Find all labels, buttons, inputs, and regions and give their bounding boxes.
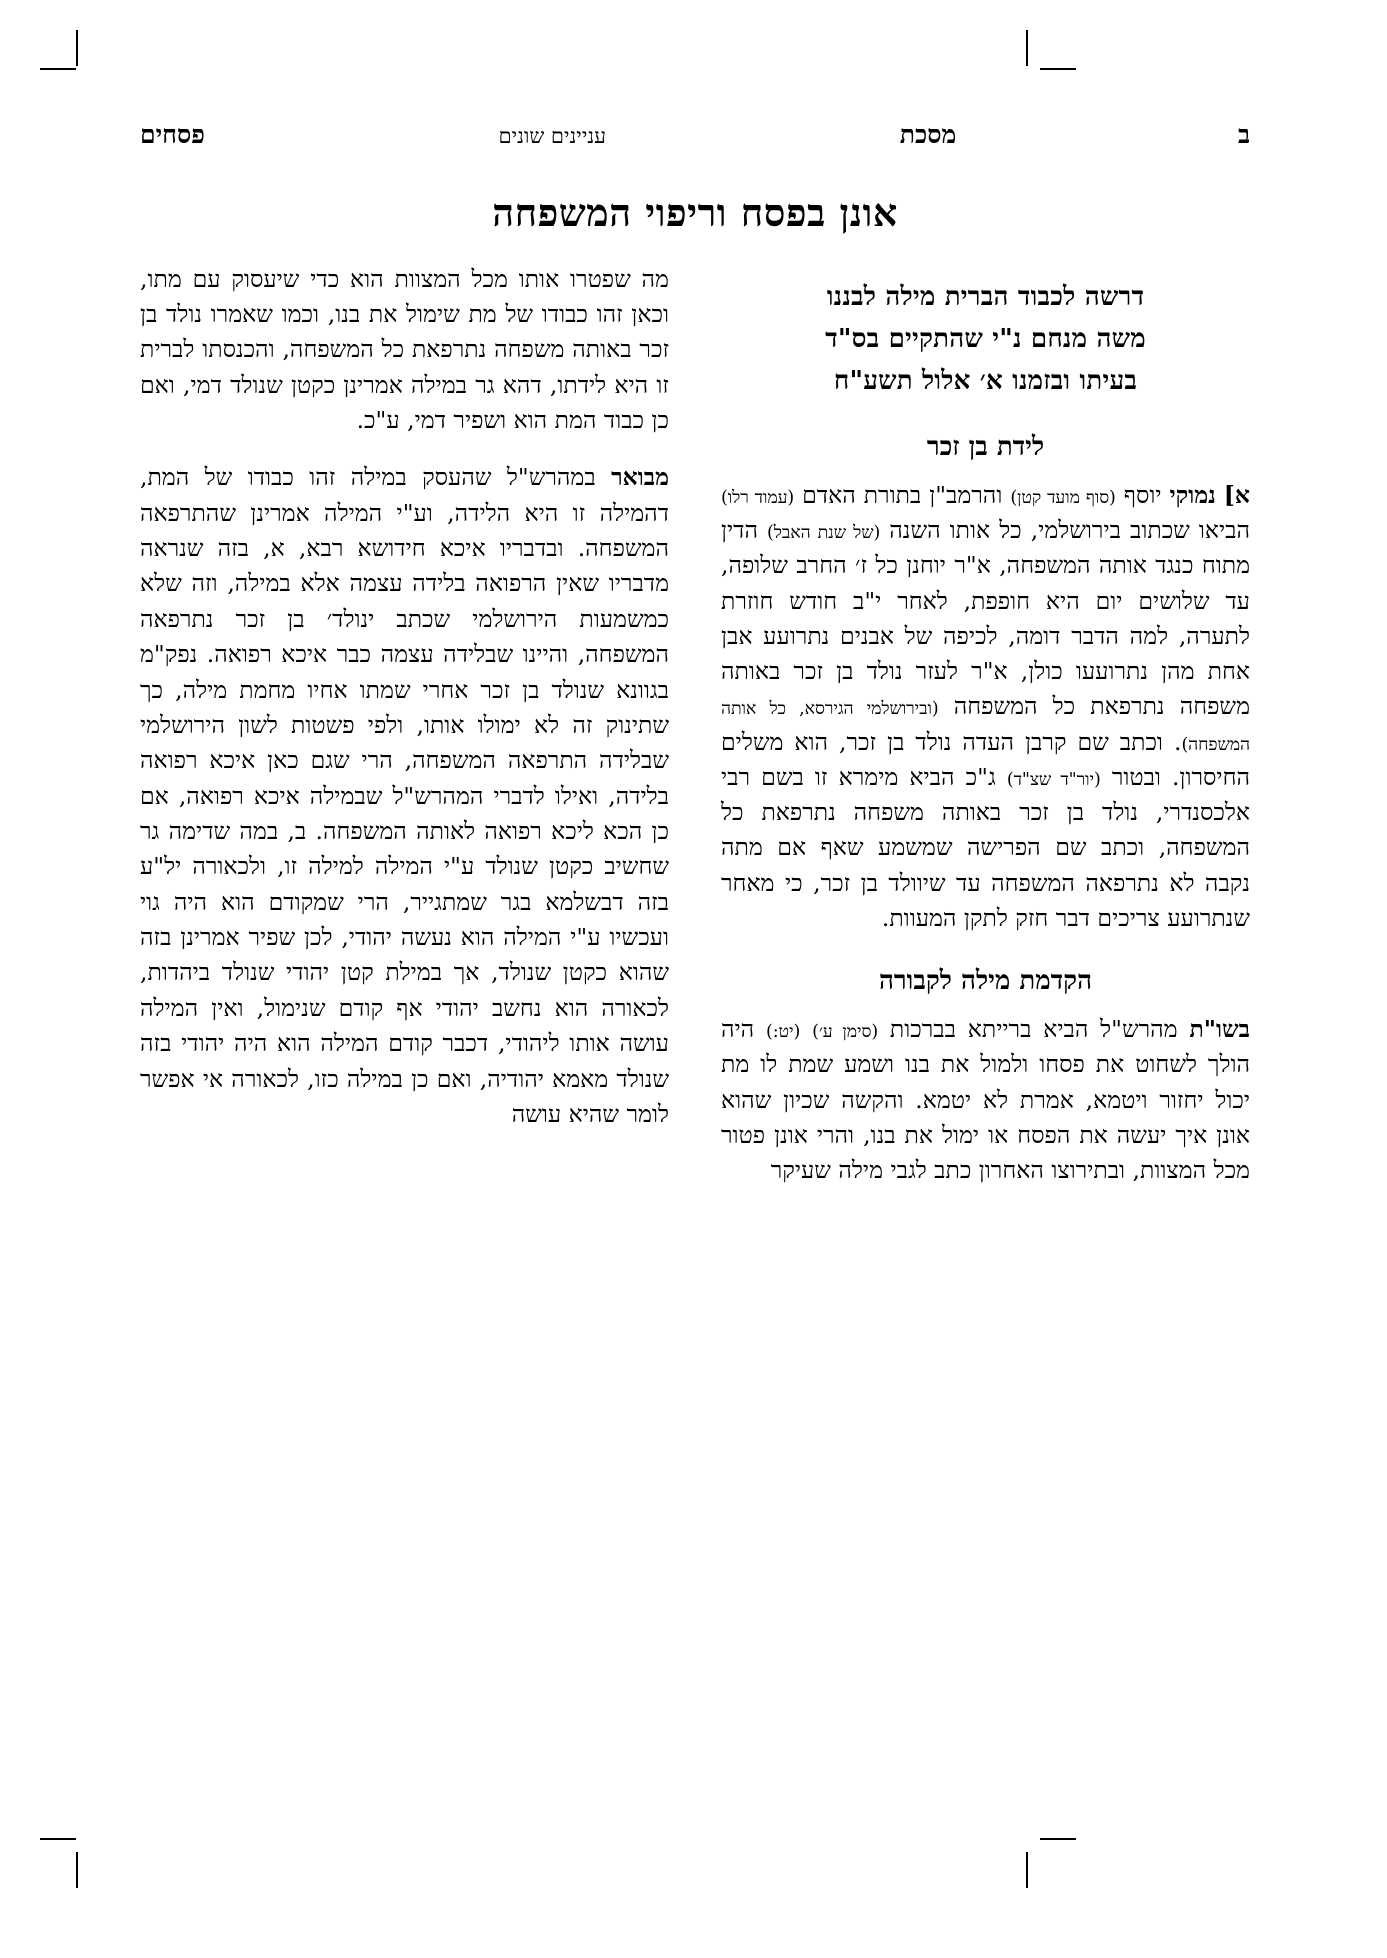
citation-4: (ובירושלמי הגירסא, כל אותה המשפחה) <box>721 699 1250 755</box>
folio-marker: ב <box>1237 120 1250 149</box>
p1-text-6: ג"כ הביא מימרא זו בשם רבי אלכסנדרי, נולד בן זכר באותה משפחה נתרפאת כל המשפחה, וכתב שם הפרישה שמשמע שאף אם מתה נקבה לא נתרפאה המשפחה עד שיוולד בן זכר, כי מאחר שנתרועע צריכים דבר חזק לתקן המעוות. <box>721 762 1250 932</box>
dedication-line-3: בעיתו ובזמנו א׳ אלול תשע"ח <box>833 365 1138 396</box>
page-title: אונן בפסח וריפוי המשפחה <box>492 190 898 235</box>
crop-mark-bottom-right-horizontal <box>1040 1838 1076 1840</box>
p1-text-2: והרמב"ן בתורת האדם <box>794 480 1011 509</box>
p1-text-4: הדין מתוח כנגד אותה המשפחה, א"ר יוחנן כל ז׳ החרב שלופה, עד שלושים יום היא חופפת, לאחר י"ב חודש חוזרת לתערה, למה הדבר דומה, לכיפה של אבנים נתרועע אבן אחת מהן נתרועעו כולן, א"ר לעזר נולד בן זכר באותה משפחה נתרפאת כל המשפחה <box>721 516 1250 721</box>
citation-1: (סוף מועד קטן) <box>1010 487 1116 508</box>
masechet-label: מסכת <box>899 120 957 149</box>
section-heading-circumcision-before-burial: הקדמת מילה לקבורה <box>878 966 1093 997</box>
paragraph-marker-alef: א] <box>1223 480 1250 509</box>
citation-5: (יור"ד שצ"ד) <box>1006 769 1101 790</box>
citation-3: (של שנת האבל) <box>767 523 881 544</box>
crop-mark-bottom-left-vertical <box>76 1852 78 1888</box>
crop-mark-bottom-left-horizontal <box>40 1838 76 1840</box>
dedication-line-1: דרשה לכבוד הברית מילה לבננו <box>826 281 1145 312</box>
p2-text-2: היה הולך לשחוט את פסחו ולמול את בנו ושמע שמת לו מת יכול יחזור ויטמא, אמרת לא יטמא. והקשה שכיון שהוא אונן איך יעשה את הפסח או ימול את בנו, והרי אונן פטור מכל המצוות, ובתירוצו האחרון כתב לגבי מילה שעיקר <box>721 1015 1250 1185</box>
left-column-paragraph-1: מה שפטרו אותו מכל המצוות הוא כדי שיעסוק עם מתו, וכאן זהו כבודו של מת שימול את בנו, וכמו שאמרו נולד בן זכר באותה משפחה נתרפאת כל המשפחה, והכנסתו לברית זו היא לידתו, דהא גר במילה אמרינן כקטן שנולד דמי, ואם כן כבוד המת הוא ושפיר דמי, ע"כ. <box>140 264 669 435</box>
running-header <box>140 120 1250 156</box>
crop-mark-top-left-horizontal <box>40 68 76 70</box>
header-subject: עניינים שונים <box>498 124 607 148</box>
term-mevuar: מבואר <box>611 463 669 492</box>
right-column-paragraph-1 <box>721 478 1250 936</box>
source-nimukei: נמוקי <box>1169 480 1216 509</box>
two-column-layout <box>140 262 1250 1189</box>
dedication-line-2: משה מנחם נ"י שהתקיים בס"ד <box>825 323 1146 354</box>
left-column <box>140 262 669 1189</box>
page-content <box>140 120 1250 1188</box>
p1-text-3: הביאו שכתוב בירושלמי, כל אותו השנה <box>880 516 1250 545</box>
dedication-heading <box>721 276 1250 402</box>
citation-2: (עמוד רלו) <box>721 487 795 508</box>
citation-6: (סימן ע׳) <box>812 1022 879 1043</box>
p1-text-5: . וכתב שם קרבן העדה נולד בן זכר, הוא משלים החיסרון. ובטור <box>721 727 1251 791</box>
citation-7: (יט:) <box>766 1022 801 1043</box>
source-responsa: בשו"ת <box>1189 1015 1250 1044</box>
crop-mark-bottom-right-vertical <box>1026 1852 1028 1888</box>
right-column <box>721 262 1250 1189</box>
left-column-paragraph-2 <box>140 460 669 1132</box>
tractate-name: פסחים <box>140 120 205 149</box>
left-p2-text: במהרש"ל שהעסק במילה זהו כבודו של המת, דהמילה זו היא הלידה, וע"י המילה אמרינן שהתרפאה המשפחה. ובדבריו איכא חידושא רבא, א, בזה שנראה מדבריו שאין הרפואה בלידה עצמה אלא במילה, וזה שלא כמשמעות הירושלמי שכתב ינולד׳ בן זכר נתרפאה המשפחה, והיינו שבלידה עצמה כבר איכא רפואה. נפק"מ בגוונא שנולד בן זכר אחרי שמתו אחיו מחמת מילה, כך שתינוק זה לא ימולו אותו, ולפי פשטות לשון הירושלמי שבלידה התרפאה המשפחה, הרי שגם כאן איכא רפואה בלידה, ואילו לדברי המהרש"ל שבמילה איכא רפואה, אם כן הכא ליכא רפואה לאותה המשפחה. ב, במה שדימה גר שחשיב כקטן שנולד ע"י המילה למילה זו, ולכאורה יל"ע בזה דבשלמא בגר שמתגייר, הרי שמקודם הוא היה גוי ועכשיו ע"י המילה הוא נעשה יהודי, לכן שפיר אמרינן בזה שהוא כקטן שנולד, אך במילת קטן יהודי שנולד ביהדות, לכאורה הוא נחשב יהודי אף קודם שנימול, ואין המילה עושה אותו ליהודי, דכבר קודם המילה הוא היה יהודי בזה שנולד מאמא יהודיה, ואם כן במילה כזו, לכאורה אי אפשר לומר שהיא עושה <box>140 463 669 1128</box>
crop-mark-top-right-horizontal <box>1040 68 1076 70</box>
p1-text-1: יוסף <box>1115 480 1170 509</box>
p2-text-1: מהרש"ל הביא ברייתא בברכות <box>878 1015 1190 1044</box>
right-column-paragraph-2 <box>721 1012 1250 1188</box>
crop-mark-top-right-vertical <box>1026 30 1028 66</box>
paragraph-spacer <box>140 438 669 460</box>
crop-mark-top-left-vertical <box>76 30 78 66</box>
section-heading-birth-of-male-child: לידת בן זכר <box>926 431 1045 462</box>
